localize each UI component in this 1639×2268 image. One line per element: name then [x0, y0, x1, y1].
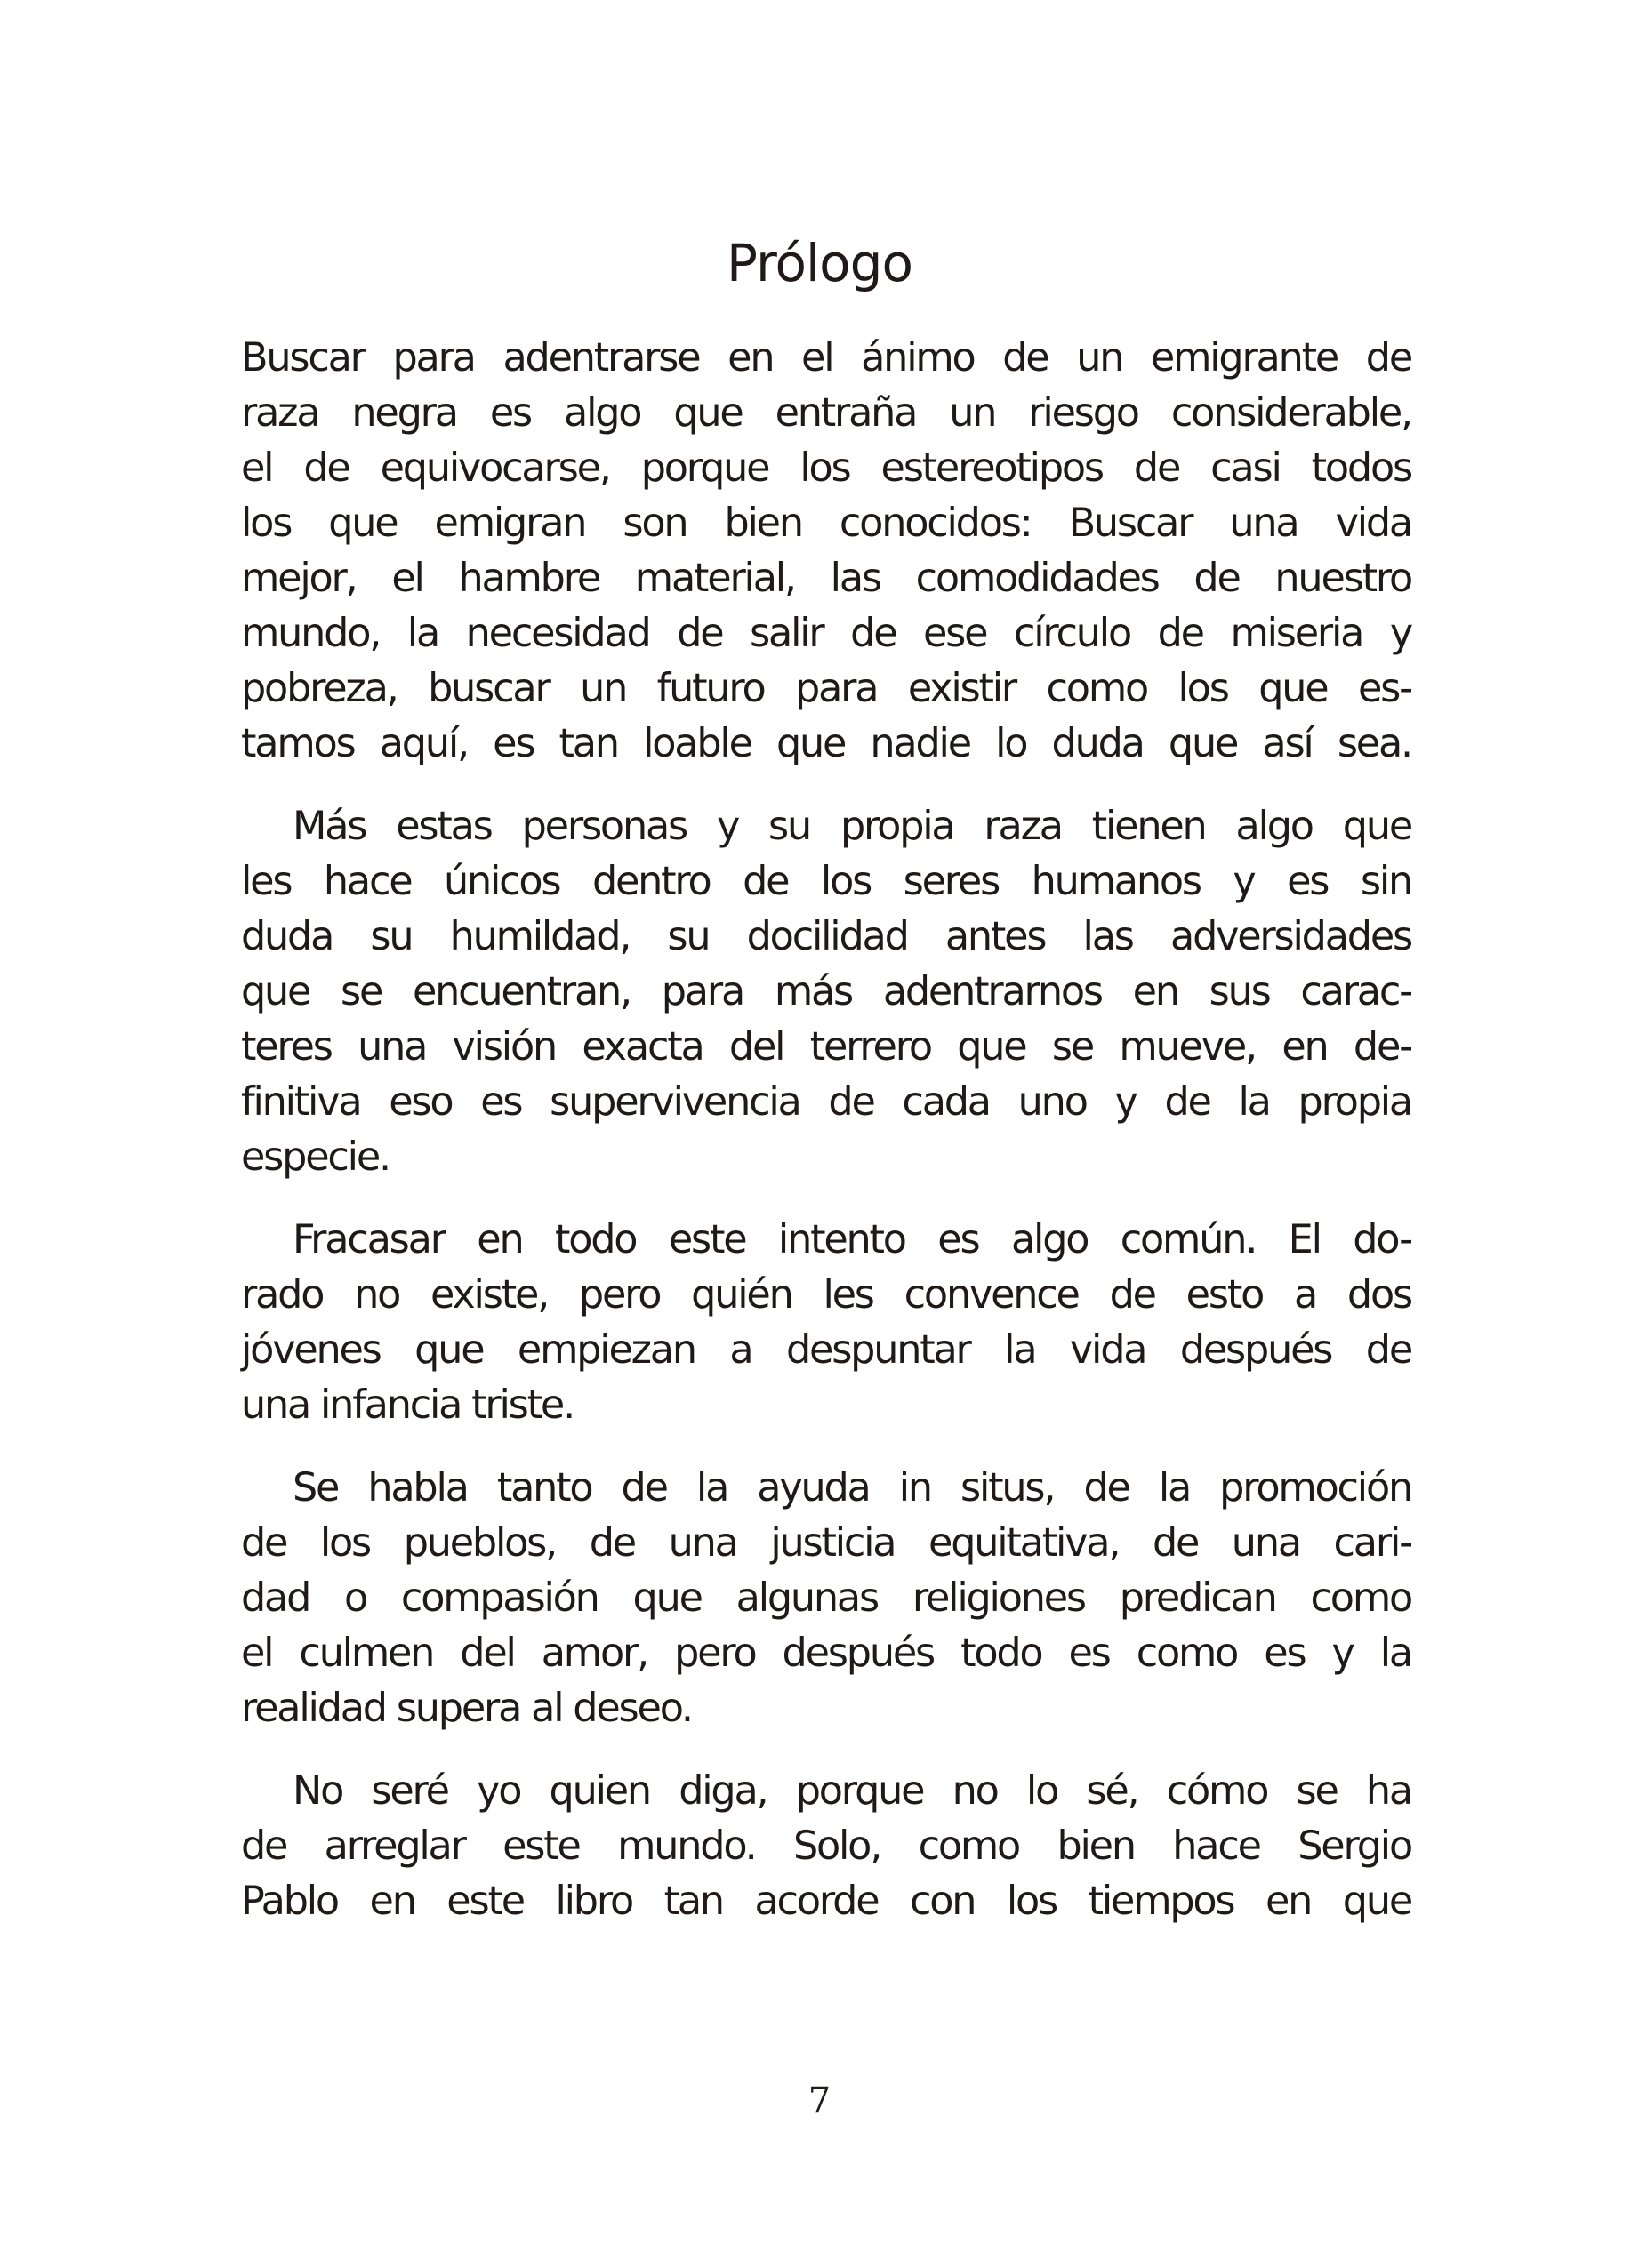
text-line: les hace únicos dentro de los seres humanos y es sin — [241, 859, 1411, 904]
paragraph-2 — [241, 799, 1411, 1185]
paragraph-3 — [241, 1213, 1411, 1433]
text-line: especie. — [241, 1134, 390, 1180]
text-line: el culmen del amor, pero después todo es como es y la — [241, 1631, 1411, 1676]
text-line: tamos aquí, es tan loable que nadie lo duda que así sea. — [241, 721, 1411, 766]
text-line: Más estas personas y su propia raza tienen algo que — [293, 804, 1411, 849]
text-line: realidad supera al deseo. — [241, 1686, 692, 1731]
text-line: de arreglar este mundo. Solo, como bien hace Sergio — [241, 1823, 1411, 1869]
text-line: dad o compasión que algunas religiones predican como — [241, 1575, 1411, 1621]
text-line: el de equivocarse, porque los estereotipos de casi todos — [241, 445, 1411, 491]
page-number: 7 — [807, 2080, 832, 2121]
text-line: teres una visión exacta del terrero que se mueve, en de- — [241, 1024, 1411, 1070]
text-line: rado no existe, pero quién les convence de esto a dos — [241, 1272, 1411, 1318]
text-line: raza negra es algo que entraña un riesgo considerable, — [241, 390, 1411, 436]
text-line: duda su humildad, su docilidad antes las adversidades — [241, 914, 1411, 959]
text-line: Buscar para adentrarse en el ánimo de un emigrante de — [241, 335, 1411, 381]
text-line: No seré yo quien diga, porque no lo sé, cómo se ha — [293, 1768, 1411, 1814]
text-line: mejor, el hambre material, las comodidades de nuestro — [241, 556, 1411, 601]
text-line: jóvenes que empiezan a despuntar la vida después de — [241, 1327, 1411, 1373]
text-line: Se habla tanto de la ayuda in situs, de la promoción — [293, 1465, 1411, 1511]
body-text — [241, 331, 1411, 1957]
text-line: mundo, la necesidad de salir de ese círculo de miseria y — [241, 611, 1411, 656]
text-line: los que emigran son bien conocidos: Buscar una vida — [241, 501, 1411, 546]
text-line: pobreza, buscar un futuro para existir como los que es- — [241, 666, 1411, 711]
text-line: Fracasar en todo este intento es algo común. El do- — [293, 1217, 1411, 1262]
text-line: que se encuentran, para más adentrarnos en sus carac- — [241, 969, 1411, 1014]
paragraph-5 — [241, 1764, 1411, 1929]
text-line: de los pueblos, de una justicia equitativa, de una cari- — [241, 1520, 1411, 1566]
page-title: Prólogo — [727, 233, 912, 293]
paragraph-4 — [241, 1461, 1411, 1736]
text-line: Pablo en este libro tan acorde con los tiempos en que — [241, 1879, 1411, 1924]
paragraph-1 — [241, 331, 1411, 772]
text-line: finitiva eso es supervivencia de cada uno y de la propia — [241, 1079, 1411, 1125]
text-line: una infancia triste. — [241, 1382, 574, 1428]
